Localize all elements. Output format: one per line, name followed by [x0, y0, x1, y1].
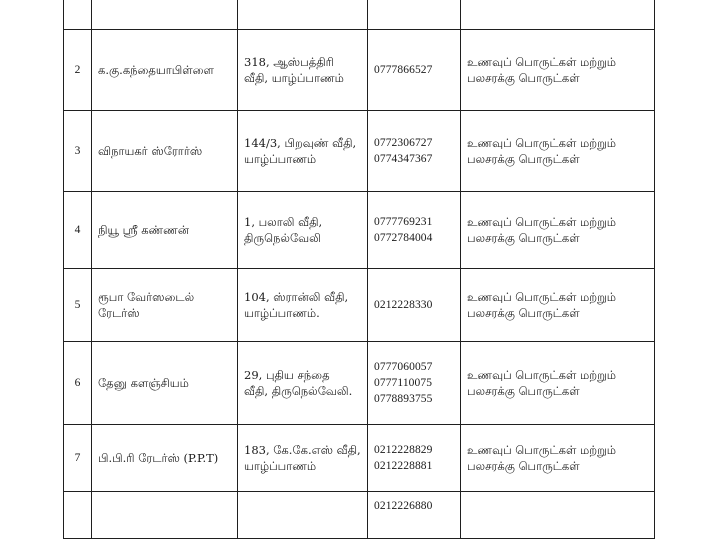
- table-row: [64, 192, 655, 269]
- cell-no: 2: [64, 30, 92, 111]
- cell-no: 5: [64, 269, 92, 342]
- address-line: வீதி, திருநெல்வேலி.: [244, 384, 353, 398]
- table-row: [64, 342, 655, 425]
- cell-address: [238, 192, 368, 269]
- shop-name: தேனு களஞ்சியம்: [98, 376, 189, 390]
- phone-number: 0212228881: [374, 460, 433, 472]
- table-row: [64, 30, 655, 111]
- shop-name: பி.பி.ரி ரேடர்ஸ் (P.P.T): [98, 451, 219, 465]
- goods-line: பலசரக்கு பொருட்கள்: [467, 71, 580, 85]
- cell-goods: [461, 342, 655, 425]
- cell-phone: [368, 0, 461, 30]
- phone-number: 0778893755: [374, 393, 433, 405]
- goods-line: உணவுப் பொருட்கள் மற்றும்: [467, 215, 616, 229]
- phone-number: 0772784004: [374, 232, 433, 244]
- cell-name: [92, 425, 238, 492]
- address-line: 104, ஸ்ரான்லி வீதி,: [244, 290, 349, 304]
- cell-phone: [368, 342, 461, 425]
- cell-no: [64, 492, 92, 539]
- cell-phone: [368, 30, 461, 111]
- goods-line: உணவுப் பொருட்கள் மற்றும்: [467, 443, 616, 457]
- goods-line: பலசரக்கு பொருட்கள்: [467, 152, 580, 166]
- cell-no: 6: [64, 342, 92, 425]
- cell-name: [92, 492, 238, 539]
- goods-line: பலசரக்கு பொருட்கள்: [467, 459, 580, 473]
- table-row: [64, 425, 655, 492]
- phone-number: 0777866527: [374, 64, 433, 76]
- cell-name: [92, 269, 238, 342]
- cell-goods: [461, 0, 655, 30]
- cell-goods: [461, 492, 655, 539]
- shop-table: [63, 0, 655, 539]
- cell-name: [92, 0, 238, 30]
- cell-address: [238, 492, 368, 539]
- shop-name: விநாயகர் ஸ்ரோர்ஸ்: [98, 144, 203, 158]
- cell-phone: [368, 192, 461, 269]
- cell-goods: [461, 111, 655, 192]
- cell-phone: [368, 425, 461, 492]
- phone-number: 0772306727: [374, 137, 433, 149]
- phone-number: 0212226880: [374, 500, 433, 512]
- phone-number: 0774347367: [374, 153, 433, 165]
- cell-goods: [461, 425, 655, 492]
- cell-address: [238, 111, 368, 192]
- table-row: [64, 269, 655, 342]
- table-row-partial-bottom: [64, 492, 655, 539]
- goods-line: உணவுப் பொருட்கள் மற்றும்: [467, 290, 616, 304]
- cell-name: [92, 111, 238, 192]
- goods-line: பலசரக்கு பொருட்கள்: [467, 384, 580, 398]
- table-row-partial-top: [64, 0, 655, 30]
- address-line: 183, கே.கே.எஸ் வீதி,: [244, 443, 361, 457]
- cell-no: 4: [64, 192, 92, 269]
- shop-name: க.கு.கந்தையாபிள்ளை: [98, 63, 214, 77]
- address-line: 1, பலாலி வீதி,: [244, 215, 323, 229]
- address-line: வீதி, யாழ்ப்பாணம்: [244, 71, 344, 85]
- address-line: திருநெல்வேலி: [244, 231, 321, 245]
- goods-line: உணவுப் பொருட்கள் மற்றும்: [467, 136, 616, 150]
- cell-address: [238, 30, 368, 111]
- cell-goods: [461, 269, 655, 342]
- phone-number: 0777060057: [374, 361, 433, 373]
- cell-address: [238, 269, 368, 342]
- cell-no: 3: [64, 111, 92, 192]
- cell-address: [238, 425, 368, 492]
- goods-line: உணவுப் பொருட்கள் மற்றும்: [467, 55, 616, 69]
- phone-number: 0212228829: [374, 444, 433, 456]
- cell-address: [238, 0, 368, 30]
- shop-name: ரேடர்ஸ்: [98, 306, 140, 320]
- cell-address: [238, 342, 368, 425]
- address-line: யாழ்ப்பாணம்.: [244, 306, 320, 320]
- cell-name: [92, 342, 238, 425]
- goods-line: பலசரக்கு பொருட்கள்: [467, 306, 580, 320]
- address-line: 144/3, பிறவுண் வீதி,: [244, 136, 357, 150]
- goods-line: பலசரக்கு பொருட்கள்: [467, 231, 580, 245]
- phone-number: 0777110075: [374, 377, 433, 389]
- cell-name: [92, 192, 238, 269]
- cell-goods: [461, 192, 655, 269]
- address-line: யாழ்ப்பாணம்: [244, 152, 317, 166]
- address-line: 318, ஆஸ்பத்திரி: [244, 55, 334, 69]
- goods-line: உணவுப் பொருட்கள் மற்றும்: [467, 368, 616, 382]
- address-line: யாழ்ப்பாணம்: [244, 459, 317, 473]
- phone-number: 0212228330: [374, 299, 433, 311]
- cell-phone: [368, 269, 461, 342]
- shop-name: ரூபா வேர்ஸடைல்: [98, 290, 195, 304]
- cell-no: 7: [64, 425, 92, 492]
- table-row: [64, 111, 655, 192]
- shop-name: நியூ ஸ்ரீ கண்ணன்: [98, 223, 189, 237]
- phone-number: 0777769231: [374, 216, 433, 228]
- cell-no: [64, 0, 92, 30]
- cell-name: [92, 30, 238, 111]
- cell-phone: [368, 492, 461, 539]
- cell-phone: [368, 111, 461, 192]
- address-line: 29, புதிய சந்தை: [244, 368, 330, 382]
- cell-goods: [461, 30, 655, 111]
